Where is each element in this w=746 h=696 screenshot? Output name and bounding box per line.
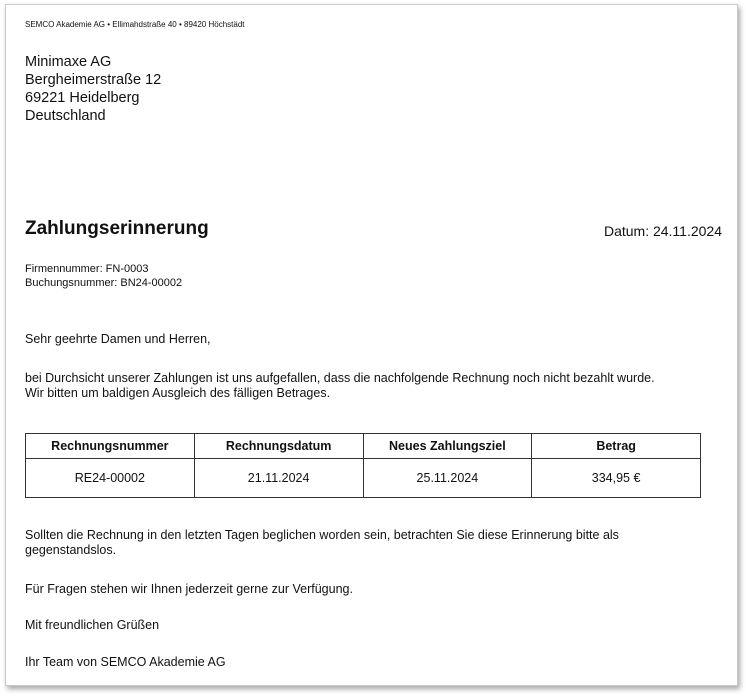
document-date: Datum: 24.11.2024 [603, 223, 722, 239]
questions-paragraph: Für Fragen stehen wir Ihnen jederzeit gerne zur Verfügung. [25, 582, 353, 596]
document-page [5, 4, 738, 686]
intro-line-2: Wir bitten um baldigen Ausgleich des fälligen Betrages. [25, 386, 331, 400]
cell-new-due-date: 25.11.2024 [363, 459, 532, 498]
table-row [26, 459, 701, 498]
cell-invoice-date: 21.11.2024 [194, 459, 363, 498]
reference-numbers [25, 262, 182, 290]
salutation: Sehr geehrte Damen und Herren, [25, 332, 211, 346]
sender-address-line: SEMCO Akademie AG • Ellimahdstraße 40 • 89420 Höchstädt [25, 20, 245, 29]
header-invoice-number: Rechnungsnummer [26, 434, 195, 459]
table-header-row [26, 434, 701, 459]
cell-invoice-number: RE24-00002 [26, 459, 195, 498]
recipient-street: Bergheimerstraße 12 [25, 72, 162, 88]
note-paragraph [25, 528, 725, 558]
note-line-2: gegenstandslos. [25, 543, 117, 557]
signature: Ihr Team von SEMCO Akademie AG [25, 655, 226, 669]
invoice-table [25, 433, 701, 498]
header-invoice-date: Rechnungsdatum [194, 434, 363, 459]
invoice-table-wrapper [25, 433, 701, 498]
recipient-city: 69221 Heidelberg [25, 90, 140, 106]
recipient-address [25, 53, 161, 125]
header-amount: Betrag [532, 434, 701, 459]
closing-phrase: Mit freundlichen Grüßen [25, 618, 160, 632]
booking-number: Buchungsnummer: BN24-00002 [25, 277, 183, 289]
recipient-name: Minimaxe AG [25, 54, 112, 70]
intro-line-1: bei Durchsicht unserer Zahlungen ist uns aufgefallen, dass die nachfolgende Rechnung noch nicht bezahlt wurde. [25, 371, 655, 385]
intro-paragraph [25, 371, 725, 401]
cell-amount: 334,95 € [532, 459, 701, 498]
note-line-1: Sollten die Rechnung in den letzten Tagen beglichen worden sein, betrachten Sie diese Erinnerung bitte als [25, 528, 619, 542]
header-new-due-date: Neues Zahlungsziel [363, 434, 532, 459]
recipient-country: Deutschland [25, 108, 106, 124]
company-number: Firmennummer: FN-0003 [25, 263, 149, 275]
document-title: Zahlungserinnerung [25, 218, 209, 239]
